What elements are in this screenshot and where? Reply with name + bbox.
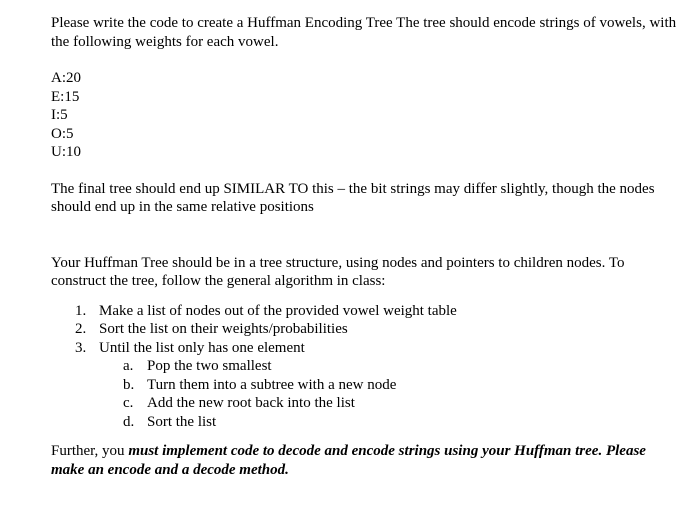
document-body	[51, 14, 681, 479]
substep-item	[123, 357, 681, 376]
algorithm-substeps	[123, 357, 681, 431]
further-emphasis: must implement code to decode and encode strings using your Huffman tree. Please make an encode and a decode method.	[51, 443, 646, 478]
substep-letter: b.	[123, 376, 135, 393]
substep-item	[123, 394, 681, 413]
vowel-weights-list	[51, 69, 681, 162]
substep-text: Add the new root back into the list	[147, 395, 355, 411]
substep-letter: a.	[123, 358, 134, 374]
weight-e: E:15	[51, 88, 80, 105]
step-item	[75, 302, 681, 321]
weight-a: A:20	[51, 70, 81, 86]
substep-text: Pop the two smallest	[147, 358, 272, 374]
step-text: Until the list only has one element	[99, 339, 305, 356]
substep-item	[123, 413, 681, 432]
step-item	[75, 339, 681, 432]
weight-i: I:5	[51, 107, 68, 123]
substep-letter: d.	[123, 413, 135, 430]
further-paragraph	[51, 442, 681, 479]
algorithm-steps	[75, 302, 681, 432]
step-number: 1.	[75, 302, 87, 319]
weight-o: O:5	[51, 125, 74, 142]
substep-item	[123, 376, 681, 395]
construct-paragraph: Your Huffman Tree should be in a tree structure, using nodes and pointers to children nodes. To construct the tree, follow the general algorithm in class:	[51, 254, 625, 289]
step-number: 2.	[75, 321, 87, 337]
step-text: Sort the list on their weights/probabilities	[99, 321, 348, 337]
further-prefix: Further, you	[51, 443, 129, 459]
step-text: Make a list of nodes out of the provided vowel weight table	[99, 302, 457, 319]
intro-paragraph: Please write the code to create a Huffman Encoding Tree The tree should encode strings of vowels, with the following weights for each vowel.	[51, 15, 677, 50]
substep-letter: c.	[123, 395, 134, 411]
step-item	[75, 320, 681, 339]
final-tree-paragraph: The final tree should end up SIMILAR TO this – the bit strings may differ slightly, though the nodes should end up in the same relative positions	[51, 180, 655, 215]
step-number: 3.	[75, 339, 87, 356]
substep-text: Sort the list	[147, 413, 217, 430]
substep-text: Turn them into a subtree with a new node	[147, 376, 397, 393]
weight-u: U:10	[51, 144, 81, 160]
